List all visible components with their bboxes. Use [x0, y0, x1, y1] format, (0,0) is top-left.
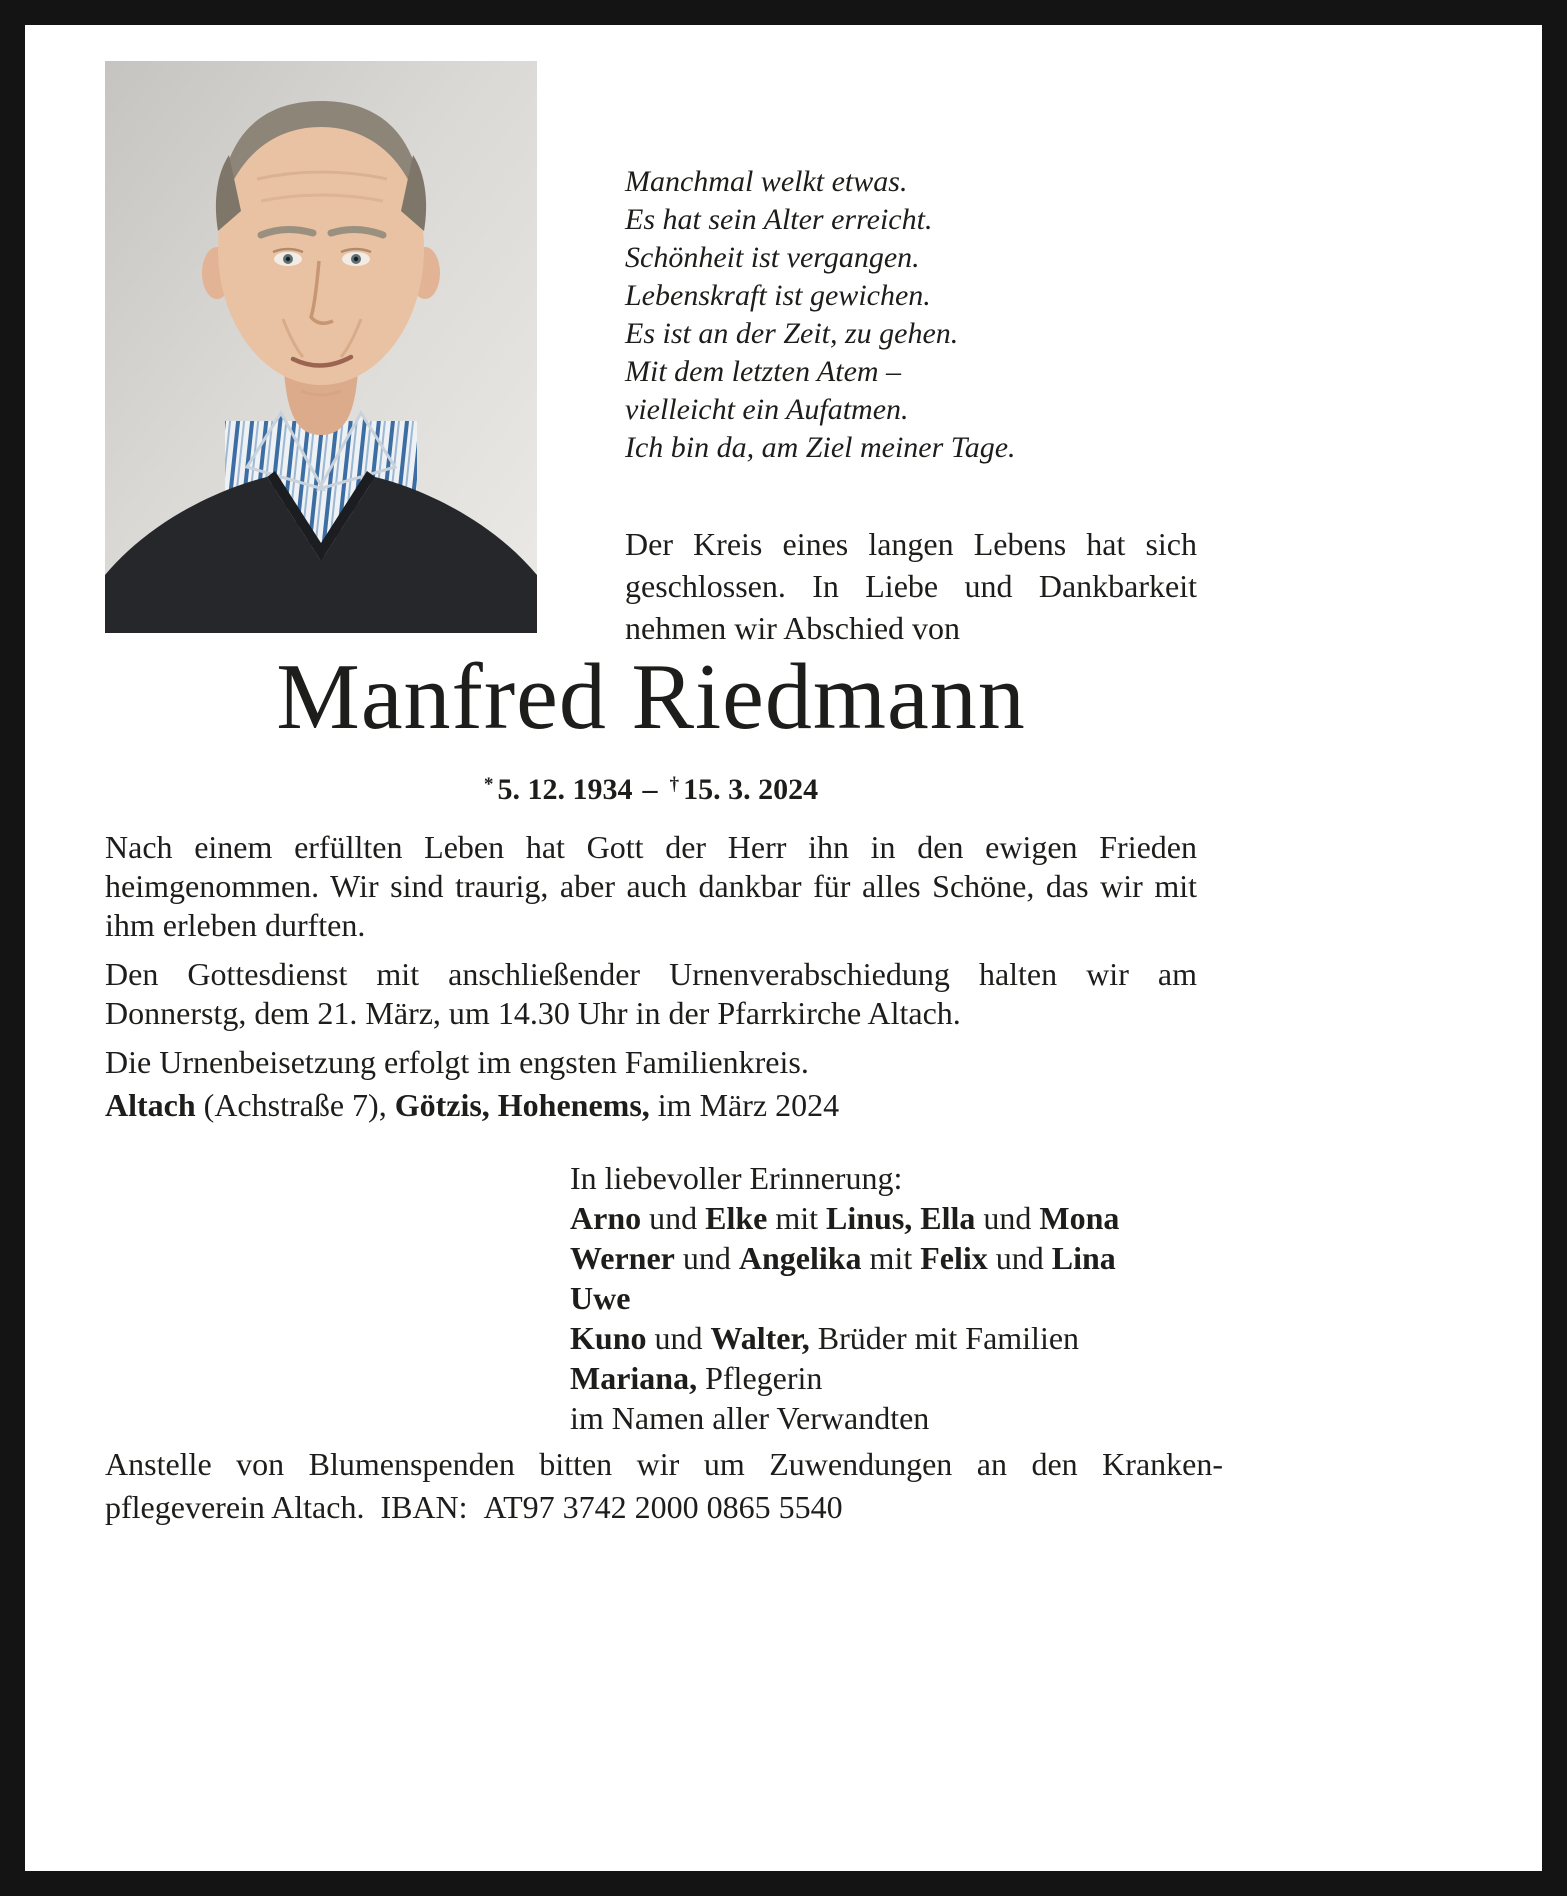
memorial-title: In liebevoller Erinnerung: [570, 1160, 903, 1196]
name-text: Arno [570, 1200, 642, 1236]
plain-text: Brüder mit Familien [809, 1320, 1080, 1356]
mourners-block [570, 1158, 1220, 1438]
announcement-text [105, 828, 1197, 1092]
poem-line: Manchmal welkt etwas. [625, 165, 908, 198]
name-text: Werner [570, 1240, 675, 1276]
plain-text: mit [861, 1240, 921, 1276]
poem-line: Es hat sein Alter erreicht. [625, 203, 933, 236]
portrait-photo [105, 61, 537, 633]
poem-line: Lebenskraft ist gewichen. [625, 279, 931, 312]
donation-note: Anstelle von Blumenspenden bitten wir um Zuwendungen an den Krankenpflegeverein Altach. IBAN: AT97 3742 2000 0865 5540 [105, 1446, 1223, 1525]
announcement-paragraph: Nach einem erfüllten Leben hat Gott der Herr ihn in den ewigen Frieden heimgenommen. Wir sind traurig, aber auch dankbar für alles Schöne, das wir mit ihm erleben durften. [105, 829, 1197, 943]
name-text: Mona [1039, 1200, 1120, 1236]
name-text: Mariana, [570, 1360, 698, 1396]
plain-text: und [975, 1200, 1040, 1236]
name-text: Angelika [738, 1240, 862, 1276]
plain-text: und [674, 1240, 739, 1276]
death-cross-icon: † [669, 774, 680, 796]
deceased-name: Manfred Riedmann [276, 645, 1026, 749]
plain-text: und [646, 1320, 711, 1356]
mourners-line [570, 1318, 1220, 1358]
name-text: Linus, Ella [826, 1200, 976, 1236]
death-date: 15. 3. 2024 [683, 773, 819, 806]
mourners-line [570, 1198, 1220, 1238]
name-text: Götzis, Hohenems, [394, 1087, 650, 1123]
plain-text: Pflegerin [697, 1360, 823, 1396]
mourners-line [570, 1238, 1220, 1278]
plain-text: im März 2024 [649, 1087, 840, 1123]
name-text: Walter, [710, 1320, 810, 1356]
mourners-line [570, 1398, 1220, 1438]
plain-text: und [987, 1240, 1052, 1276]
mourners-line [570, 1278, 1220, 1318]
life-dates [105, 773, 1197, 807]
poem-line: Ich bin da, am Ziel meiner Tage. [625, 431, 1016, 464]
memorial-poem [625, 163, 1145, 467]
name-text: Uwe [570, 1280, 631, 1316]
farewell-intro: Der Kreis eines langen Lebens hat sich geschlossen. In Liebe und Dankbarkeit nehmen wir Abschied von [625, 526, 1197, 646]
name-text: Felix [920, 1240, 988, 1276]
burial-paragraph: Die Urnenbeisetzung erfolgt im engsten Familienkreis. [105, 1044, 809, 1080]
location-line [105, 1087, 1197, 1124]
name-text: Altach [105, 1087, 196, 1123]
name-text: Kuno [570, 1320, 647, 1356]
poem-line: Schönheit ist vergangen. [625, 241, 920, 274]
mourners-line [570, 1358, 1220, 1398]
name-text: Elke [705, 1200, 768, 1236]
poem-line: Mit dem letzten Atem – [625, 355, 902, 388]
portrait-illustration [105, 61, 537, 633]
plain-text: mit [767, 1200, 827, 1236]
plain-text: und [641, 1200, 706, 1236]
plain-text: (Achstraße 7), [195, 1087, 395, 1123]
service-paragraph: Den Gottesdienst mit anschließender Urnenverabschiedung halten wir am Donnerstg, dem 21. März, um 14.30 Uhr in der Pfarrkirche Altach. [105, 956, 1197, 1031]
poem-line: Es ist an der Zeit, zu gehen. [625, 317, 959, 350]
dates-dash: – [642, 773, 658, 806]
poem-line: vielleicht ein Aufatmen. [625, 393, 909, 426]
name-text: Lina [1051, 1240, 1116, 1276]
birth-date: 5. 12. 1934 [497, 773, 633, 806]
born-star-icon: * [483, 774, 494, 796]
plain-text: im Namen aller Verwandten [570, 1400, 930, 1436]
